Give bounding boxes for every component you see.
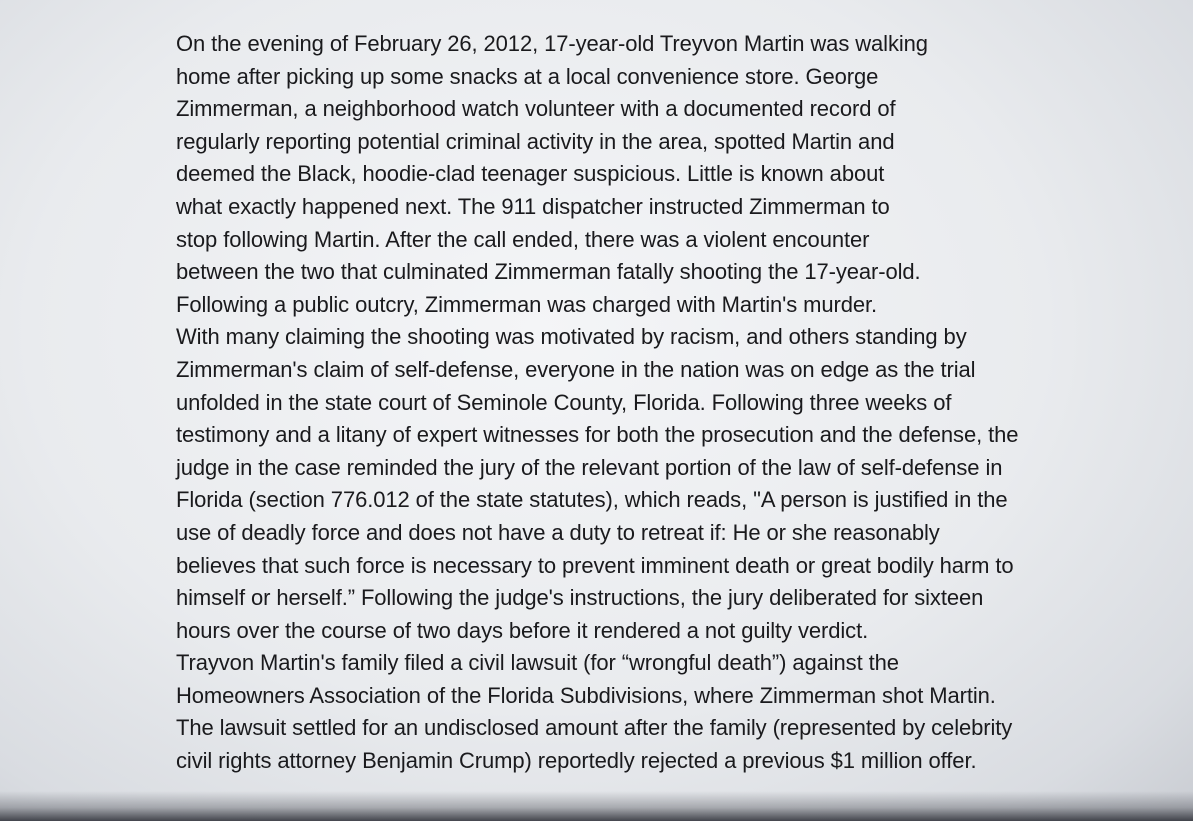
text-line: On the evening of February 26, 2012, 17-year-old Treyvon Martin was walking [176, 31, 928, 56]
text-line: regularly reporting potential criminal activity in the area, spotted Martin and [176, 128, 895, 154]
text-line: Homeowners Association of the Florida Subdivisions, where Zimmerman shot Martin. [176, 682, 996, 708]
text-line: testimony and a litany of expert witnesses for both the prosecution and the defense, the [176, 422, 1019, 448]
text-line: Florida (section 776.012 of the state statutes), which reads, "A person is justified in the [176, 487, 1008, 513]
text-line: home after picking up some snacks at a local convenience store. George [176, 63, 879, 89]
text-line: Trayvon Martin's family filed a civil lawsuit (for “wrongful death”) against the [176, 650, 899, 676]
text-line: between the two that culminated Zimmerman fatally shooting the 17-year-old. [176, 259, 921, 285]
text-line: Zimmerman's claim of self-defense, everyone in the nation was on edge as the trial [176, 356, 976, 382]
text-line: stop following Martin. After the call ended, there was a violent encounter [176, 226, 870, 252]
text-line: Following a public outcry, Zimmerman was charged with Martin's murder. [176, 291, 878, 317]
text-line: The lawsuit settled for an undisclosed amount after the family (represented by celebrity [176, 715, 1013, 741]
text-line: deemed the Black, hoodie-clad teenager suspicious. Little is known about [176, 161, 885, 187]
text-line: believes that such force is necessary to prevent imminent death or great bodily harm to [176, 552, 1014, 578]
text-line: civil rights attorney Benjamin Crump) reportedly rejected a previous $1 million offer. [176, 748, 977, 774]
text-line: use of deadly force and does not have a duty to retreat if: He or she reasonably [176, 519, 940, 545]
text-line: himself or herself.” Following the judge's instructions, the jury deliberated for sixteen [176, 585, 984, 611]
text-line: hours over the course of two days before it rendered a not guilty verdict. [176, 617, 869, 643]
text-line: what exactly happened next. The 911 dispatcher instructed Zimmerman to [176, 193, 890, 219]
screen-bezel-edge [0, 791, 1193, 821]
text-line: Zimmerman, a neighborhood watch volunteer with a documented record of [176, 96, 896, 122]
text-line: unfolded in the state court of Seminole County, Florida. Following three weeks of [176, 389, 952, 415]
text-line: With many claiming the shooting was motivated by racism, and others standing by [176, 324, 967, 350]
text-line: judge in the case reminded the jury of the relevant portion of the law of self-defense in [176, 454, 1003, 480]
document-body [176, 28, 1136, 778]
